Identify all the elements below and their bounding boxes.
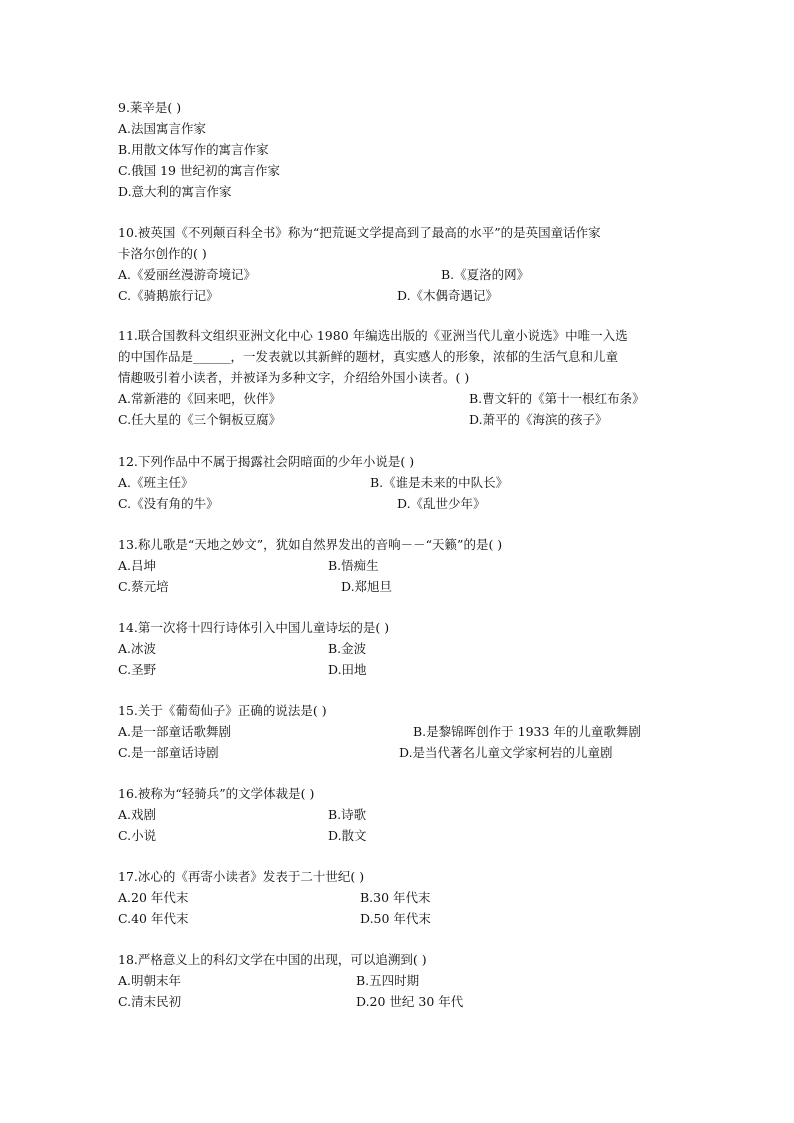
option-d: D.田地 xyxy=(328,662,367,677)
option-d: D.是当代著名儿童文学家柯岩的儿童剧 xyxy=(399,745,613,760)
option-b: B.五四时期 xyxy=(356,973,420,988)
question-stem: 13.称儿歌是“天地之妙文”，犹如自然界发出的音响－－“天籁”的是( ) xyxy=(118,537,503,552)
option-a: A.《班主任》 xyxy=(118,475,194,490)
option-c: C.40 年代末 xyxy=(118,911,189,926)
option-c: C.任大星的《三个铜板豆腐》 xyxy=(118,412,282,427)
question-stem: 16.被称为“轻骑兵”的文学体裁是( ) xyxy=(118,786,315,801)
option-d: D.20 世纪 30 年代 xyxy=(356,994,464,1009)
question-stem-line-2: 的中国作品是______，一发表就以其新鲜的题材，真实感人的形象，浓郁的生活气息和儿童 xyxy=(118,349,619,364)
options-row-2 xyxy=(118,409,678,430)
question-13 xyxy=(118,534,678,597)
question-stem: 17.冰心的《再寄小读者》发表于二十世纪( ) xyxy=(118,869,365,884)
question-stem: 9.莱辛是( ) xyxy=(118,100,182,115)
option-b: B.金波 xyxy=(328,641,367,656)
option-b: B.诗歌 xyxy=(328,807,367,822)
option-b: B.曹文轩的《第十一根红布条》 xyxy=(469,391,645,406)
options-row-2 xyxy=(118,659,678,680)
option-a: A.戏剧 xyxy=(118,807,157,822)
question-17 xyxy=(118,866,678,929)
question-15 xyxy=(118,700,678,763)
question-stem: 18.严格意义上的科幻文学在中国的出现，可以追溯到( ) xyxy=(118,952,427,967)
option-d: D.散文 xyxy=(328,828,367,843)
question-stem-line-1: 11.联合国教科文组织亚洲文化中心 1980 年编选出版的《亚洲当代儿童小说选》中唯一入选 xyxy=(118,328,628,343)
option-d: D.郑旭旦 xyxy=(341,579,393,594)
option-b: B.悟痴生 xyxy=(328,558,379,573)
options-row-2 xyxy=(118,991,678,1012)
options-row-1 xyxy=(118,970,678,991)
option-a: A.是一部童话歌舞剧 xyxy=(118,724,232,739)
options-row-2 xyxy=(118,285,678,306)
question-12 xyxy=(118,451,678,514)
option-d: D.意大利的寓言作家 xyxy=(118,184,232,199)
options-row-1 xyxy=(118,264,678,285)
question-9 xyxy=(118,97,678,202)
option-d: D.萧平的《海滨的孩子》 xyxy=(469,412,608,427)
question-stem: 15.关于《葡萄仙子》正确的说法是( ) xyxy=(118,703,327,718)
option-b: B.是黎锦晖创作于 1933 年的儿童歌舞剧 xyxy=(413,724,641,739)
options-row-1 xyxy=(118,638,678,659)
option-c: C.《没有角的牛》 xyxy=(118,496,219,511)
option-d: D.50 年代末 xyxy=(360,911,431,926)
question-stem-line-1: 10.被英国《不列颠百科全书》称为“把荒诞文学提高到了最高的水平”的是英国童话作家 xyxy=(118,225,601,240)
question-16 xyxy=(118,783,678,846)
question-14 xyxy=(118,617,678,680)
options-row-1 xyxy=(118,804,678,825)
options-row-1 xyxy=(118,472,678,493)
option-a: A.吕坤 xyxy=(118,558,157,573)
options-row-2 xyxy=(118,825,678,846)
option-b: B.《夏洛的网》 xyxy=(441,267,530,282)
options-row-2 xyxy=(118,493,678,514)
option-c: C.蔡元培 xyxy=(118,579,169,594)
question-10 xyxy=(118,222,678,306)
options-row-1 xyxy=(118,721,678,742)
option-a: A.20 年代末 xyxy=(118,890,189,905)
option-a: A.法国寓言作家 xyxy=(118,121,207,136)
option-b: B.《谁是未来的中队长》 xyxy=(370,475,509,490)
option-d: D.《乱世少年》 xyxy=(397,496,486,511)
question-stem: 14.第一次将十四行诗体引入中国儿童诗坛的是( ) xyxy=(118,620,390,635)
question-11 xyxy=(118,325,678,430)
option-c: C.是一部童话诗剧 xyxy=(118,745,219,760)
option-d: D.《木偶奇遇记》 xyxy=(397,288,499,303)
option-b: B.用散文体写作的寓言作家 xyxy=(118,142,269,157)
option-c: C.小说 xyxy=(118,828,157,843)
options-row-2 xyxy=(118,908,678,929)
options-row-1 xyxy=(118,388,678,409)
option-c: C.清末民初 xyxy=(118,994,182,1009)
option-c: C.圣野 xyxy=(118,662,157,677)
options-row-2 xyxy=(118,576,678,597)
option-c: C.《骑鹅旅行记》 xyxy=(118,288,219,303)
option-c: C.俄国 19 世纪初的寓言作家 xyxy=(118,163,280,178)
option-a: A.《爱丽丝漫游奇境记》 xyxy=(118,267,257,282)
option-a: A.明朝末年 xyxy=(118,973,182,988)
question-stem: 12.下列作品中不属于揭露社会阴暗面的少年小说是( ) xyxy=(118,454,415,469)
options-row-1 xyxy=(118,555,678,576)
option-b: B.30 年代末 xyxy=(360,890,431,905)
options-row-2 xyxy=(118,742,678,763)
option-a: A.冰波 xyxy=(118,641,157,656)
question-stem-line-3: 情趣吸引着小读者，并被译为多种文字，介绍给外国小读者。( ) xyxy=(118,370,470,385)
option-a: A.常新港的《回来吧，伙伴》 xyxy=(118,391,282,406)
options-row-1 xyxy=(118,887,678,908)
question-stem-line-2: 卡洛尔创作的( ) xyxy=(118,246,207,261)
question-18 xyxy=(118,949,678,1012)
